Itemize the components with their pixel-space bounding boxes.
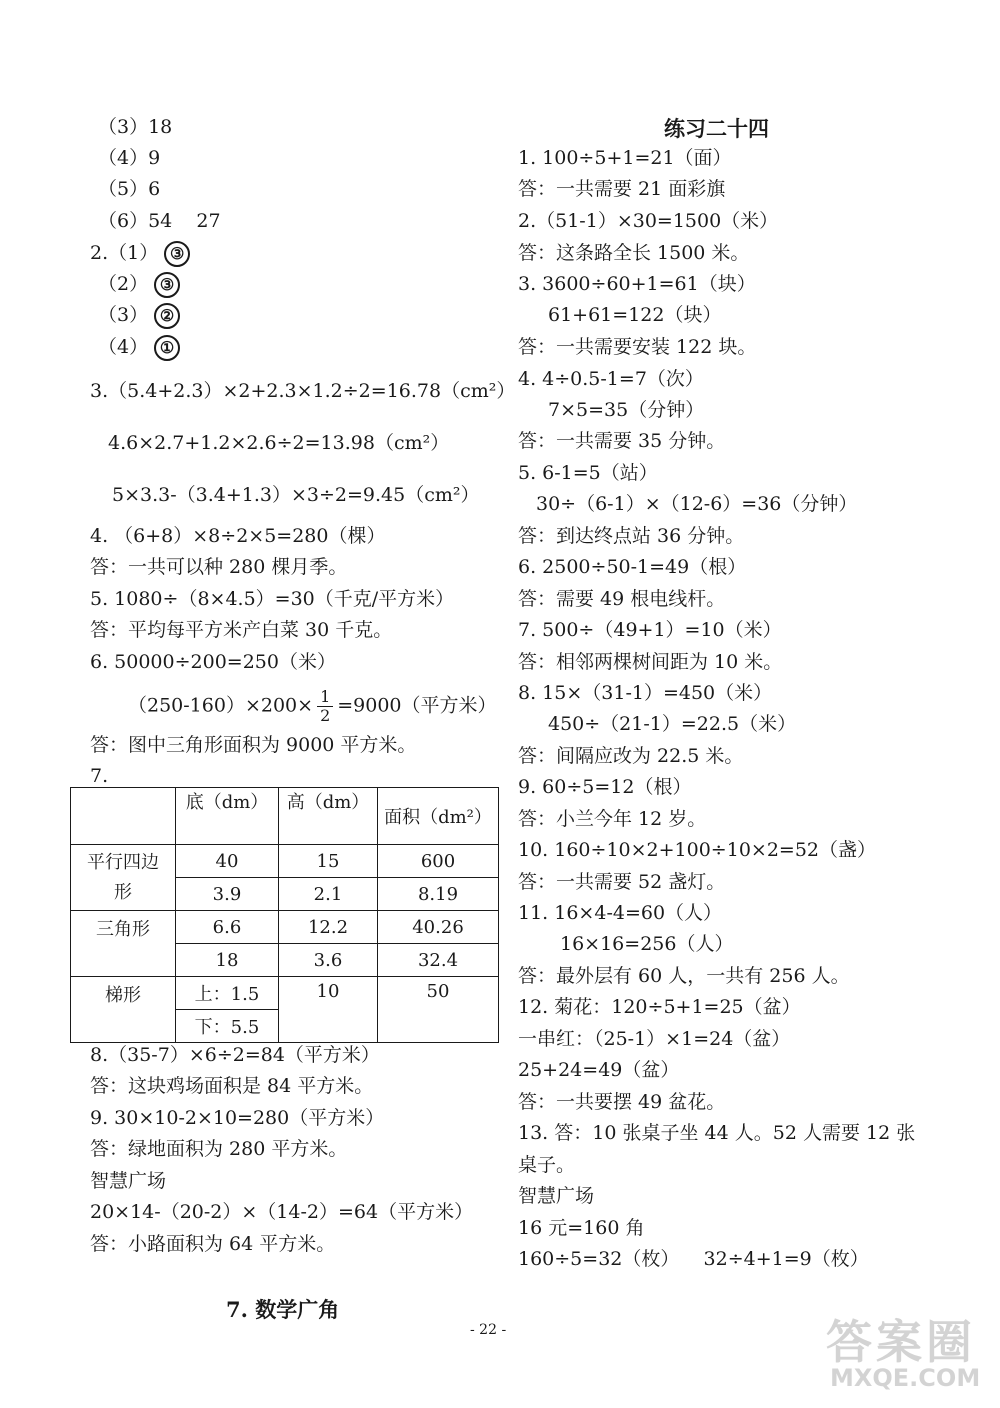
q3-line-b: 4.6×2.7+1.2×2.6÷2=13.98（cm²）: [108, 432, 450, 454]
answer-line: 30÷（6-1）×（12-6）=36（分钟）: [536, 493, 858, 515]
q8-answer: 答：这块鸡场面积是 84 平方米。: [90, 1075, 374, 1097]
q5-line: 5. 1080÷（8×4.5）=30（千克/平方米）: [90, 588, 455, 610]
answer-line: （5）6: [98, 178, 161, 200]
table-cell: 下：5.5: [176, 1010, 279, 1043]
answer-line: （6）54 27: [98, 210, 221, 232]
zh-line: 20×14-（20-2）×（14-2）=64（平方米）: [90, 1201, 474, 1223]
answer-line: 7×5=35（分钟）: [548, 399, 705, 421]
table-cell: [71, 788, 176, 845]
answer-line: 答：到达终点站 36 分钟。: [518, 525, 745, 547]
answer-line: 一串红：（25-1）×1=24（盆）: [518, 1028, 791, 1050]
answer-line: 答：小兰今年 12 岁。: [518, 808, 707, 830]
watermark-url: MXQE.COM: [830, 1364, 981, 1392]
answer-line: 16×16=256（人）: [560, 933, 734, 955]
q2-label: （3）: [98, 304, 149, 326]
answer-line: （3）18: [98, 116, 173, 138]
section-title: 7. 数学广角: [226, 1297, 340, 1322]
table-cell: 8.19: [378, 878, 499, 911]
section-label: 智慧广场: [518, 1185, 595, 1207]
table-cell: 上：1.5: [176, 977, 279, 1010]
q2-label: （4）: [98, 336, 149, 358]
q6-result: =9000（平方米）: [337, 694, 497, 717]
q8-line: 8.（35-7）×6÷2=84（平方米）: [90, 1044, 380, 1066]
fraction-denominator: 2: [320, 706, 331, 725]
q7-table: [70, 787, 499, 1043]
answer-line: 9. 60÷5=12（根）: [518, 776, 692, 798]
answer-line: 答：一共需要 21 面彩旗: [518, 178, 726, 200]
table-cell: 15: [279, 845, 378, 878]
answer-line: 7. 500÷（49+1）=10（米）: [518, 619, 782, 641]
table-cell: 2.1: [279, 878, 378, 911]
watermark-text: 答案圈: [826, 1315, 976, 1369]
table-cell: 600: [378, 845, 499, 878]
answer-line: 5. 6-1=5（站）: [518, 462, 658, 484]
table-cell: 12.2: [279, 911, 378, 944]
q2-line-2: [98, 271, 180, 298]
answer-line: 25+24=49（盆）: [518, 1059, 680, 1081]
answer-line: 6. 2500÷50-1=49（根）: [518, 556, 747, 578]
q2-line-1: [90, 240, 190, 267]
table-cell: 32.4: [378, 944, 499, 977]
circled-number: ①: [154, 335, 180, 361]
circled-number: ③: [154, 272, 180, 298]
answer-line: 61+61=122（块）: [548, 304, 722, 326]
fraction: [317, 688, 333, 725]
answer-line: 答：一共需要 35 分钟。: [518, 430, 726, 452]
table-cell: 6.6: [176, 911, 279, 944]
answer-line: 450÷（21-1）=22.5（米）: [548, 713, 797, 735]
answer-line: 160÷5=32（枚） 32÷4+1=9（枚）: [518, 1248, 869, 1270]
q2-line-3: [98, 302, 180, 329]
q3-line-c: 5×3.3-（3.4+1.3）×3÷2=9.45（cm²）: [112, 484, 480, 506]
page-number: - 22 -: [470, 1322, 507, 1338]
answer-line: 答：最外层有 60 人，一共有 256 人。: [518, 965, 850, 987]
table-header: 底（dm）: [176, 788, 279, 845]
answer-line: 3. 3600÷60+1=61（块）: [518, 273, 756, 295]
q5-answer: 答：平均每平方米产白菜 30 千克。: [90, 619, 393, 641]
answer-line: 答：一共要摆 49 盆花。: [518, 1091, 726, 1113]
table-cell: 50: [378, 977, 499, 1043]
answer-line: 答：这条路全长 1500 米。: [518, 242, 750, 264]
answer-line: 答：相邻两棵树间距为 10 米。: [518, 651, 783, 673]
answer-line: 2.（51-1）×30=1500（米）: [518, 210, 779, 232]
table-header: 高（dm）: [279, 788, 378, 845]
q2-label: 2.（1）: [90, 242, 159, 264]
table-row-label: 平行四边形: [71, 845, 176, 911]
fraction-numerator: 1: [317, 688, 333, 707]
answer-line: 答：一共需要安装 122 块。: [518, 336, 757, 358]
answer-line: 8. 15×（31-1）=450（米）: [518, 682, 773, 704]
table-row-label: 梯形: [71, 977, 176, 1043]
q6-answer: 答：图中三角形面积为 9000 平方米。: [90, 734, 417, 756]
answer-line: 1. 100÷5+1=21（面）: [518, 147, 732, 169]
answer-line: 答：需要 49 根电线杆。: [518, 588, 726, 610]
answer-line: 答：一共需要 52 盏灯。: [518, 871, 726, 893]
zh-answer: 答：小路面积为 64 平方米。: [90, 1233, 336, 1255]
circled-number: ②: [154, 303, 180, 329]
q4-answer: 答：一共可以种 280 棵月季。: [90, 556, 348, 578]
table-row: [71, 845, 499, 878]
table-cell: 3.6: [279, 944, 378, 977]
table-header: 面积（dm²）: [378, 788, 499, 845]
answer-line: 13. 答：10 张桌子坐 44 人。52 人需要 12 张: [518, 1122, 916, 1144]
answer-line: 12. 菊花：120÷5+1=25（盆）: [518, 996, 801, 1018]
table-cell: 40.26: [378, 911, 499, 944]
section-label: 智慧广场: [90, 1170, 167, 1192]
q9-line: 9. 30×10-2×10=280（平方米）: [90, 1107, 385, 1129]
table-cell: 18: [176, 944, 279, 977]
answer-line: 答：间隔应改为 22.5 米。: [518, 745, 744, 767]
q6-line: 6. 50000÷200=250（米）: [90, 651, 336, 673]
exercise-title: 练习二十四: [664, 116, 769, 141]
answer-line: 10. 160÷10×2+100÷10×2=52（盏）: [518, 839, 877, 861]
watermark-logo: [820, 1298, 990, 1398]
table-cell: 10: [279, 977, 378, 1043]
table-row-label: 三角形: [71, 911, 176, 977]
q3-line-a: 3.（5.4+2.3）×2+2.3×1.2÷2=16.78（cm²）: [90, 380, 516, 402]
circled-number: ③: [164, 241, 190, 267]
answer-line: 16 元=160 角: [518, 1217, 645, 1239]
answer-line: （4）9: [98, 147, 161, 169]
table-row: [71, 911, 499, 944]
table-cell: 3.9: [176, 878, 279, 911]
table-row: [71, 977, 499, 1010]
table-cell: 40: [176, 845, 279, 878]
q7-label: 7.: [90, 765, 109, 787]
q2-label: （2）: [98, 273, 149, 295]
q6-expr: （250-160）×200×: [128, 694, 314, 717]
answer-line: 11. 16×4-4=60（人）: [518, 902, 723, 924]
table-row: [71, 788, 499, 845]
answer-line: 4. 4÷0.5-1=7（次）: [518, 368, 704, 390]
q4-line: 4. （6+8）×8÷2×5=280（棵）: [90, 525, 386, 547]
q2-line-4: [98, 334, 180, 361]
q9-answer: 答：绿地面积为 280 平方米。: [90, 1138, 348, 1160]
answer-line: 桌子。: [518, 1154, 576, 1176]
q6-line-b: [128, 688, 497, 725]
